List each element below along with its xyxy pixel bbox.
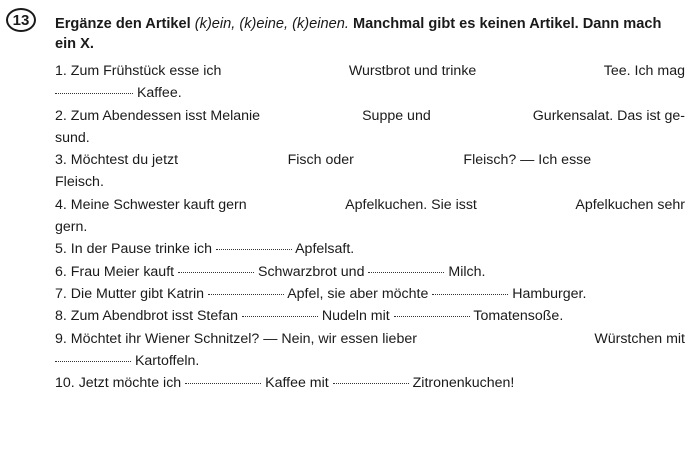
answer-blank[interactable] <box>368 270 444 273</box>
sentence-text: Tomatensoße. <box>473 308 564 325</box>
answer-blank[interactable] <box>208 292 284 295</box>
sentence-text: Kartoffeln. <box>134 352 200 369</box>
sentence-3-line-1 <box>55 149 685 171</box>
sentence-4-line-2 <box>55 216 685 238</box>
sentence-2-line-2 <box>55 127 685 149</box>
sentence-text: Suppe und <box>362 107 431 124</box>
sentence-10 <box>55 372 685 394</box>
sentence-text: Würstchen mit <box>594 330 685 347</box>
sentence-text: Wurstbrot und trinke <box>348 63 477 79</box>
sentence-text: 3. Möchtest du jetzt <box>55 152 179 169</box>
answer-blank[interactable] <box>55 359 131 362</box>
sentence-text: 10. Jetzt möchte ich <box>55 375 182 392</box>
sentence-text: 1. Zum Frühstück esse ich <box>55 63 222 79</box>
sentence-1-line-2 <box>55 82 685 104</box>
sentence-text: Zitronenkuchen! <box>412 375 515 392</box>
sentence-text: gern. <box>55 219 88 236</box>
sentence-4-line-1 <box>55 194 685 216</box>
sentence-text: Nudeln mit <box>321 308 390 325</box>
sentence-7 <box>55 283 685 305</box>
sentence-6 <box>55 261 685 283</box>
sentence-text: Hamburger. <box>512 285 587 302</box>
sentence-text: Apfel, sie aber möchte <box>287 285 429 302</box>
instruction-variants: (k)ein, (k)eine, (k)einen. <box>194 16 349 32</box>
sentence-text: 2. Zum Abendessen isst Melanie <box>55 107 261 124</box>
sentence-text: Milch. <box>448 263 486 280</box>
sentence-text: 5. In der Pause trinke ich <box>55 241 212 258</box>
sentence-text: Kaffee. <box>136 85 182 102</box>
sentence-text: 8. Zum Abendbrot isst Stefan <box>55 308 238 325</box>
sentence-5 <box>55 238 685 260</box>
sentence-text: Fisch oder <box>287 152 354 169</box>
sentence-text: Schwarzbrot und <box>258 263 365 280</box>
sentence-text: 4. Meine Schwester kauft gern <box>55 196 247 213</box>
answer-blank[interactable] <box>333 381 409 384</box>
sentence-text: Kaffee mit <box>265 375 329 392</box>
sentence-text: sund. <box>55 129 90 146</box>
answer-blank[interactable] <box>185 381 261 384</box>
sentence-2-line-1 <box>55 105 685 127</box>
sentence-text: 9. Möchtet ihr Wiener Schnitzel? — Nein, wir essen lieber <box>55 330 417 347</box>
sentence-text: Apfelkuchen sehr <box>575 196 685 213</box>
exercise-number-badge: 13 <box>6 8 36 32</box>
sentence-text: Fleisch? — Ich esse <box>463 152 592 169</box>
answer-blank[interactable] <box>178 270 254 273</box>
task-instruction <box>55 14 687 54</box>
answer-blank[interactable] <box>55 91 133 94</box>
sentence-8 <box>55 305 685 327</box>
sentence-text: 6. Frau Meier kauft <box>55 263 175 280</box>
sentence-9-line-1 <box>55 328 685 350</box>
answer-blank[interactable] <box>432 292 508 295</box>
sentence-3-line-2 <box>55 171 685 193</box>
sentence-9-line-2 <box>55 350 685 372</box>
answer-blank[interactable] <box>394 314 470 317</box>
sentence-text: 7. Die Mutter gibt Katrin <box>55 285 205 302</box>
sentence-text: Apfelsaft. <box>295 241 355 258</box>
answer-blank[interactable] <box>242 314 318 317</box>
instruction-rest: Manchmal gibt es keinen Artikel. Dann mach <box>352 16 662 32</box>
sentence-text: Apfelkuchen. Sie isst <box>345 196 477 213</box>
sentence-text: Tee. Ich mag <box>603 63 685 79</box>
instruction-verb: Ergänze den Artikel <box>55 16 191 32</box>
exercise-sentences <box>55 60 685 394</box>
sentence-text: Fleisch. <box>55 174 104 191</box>
sentence-1-line-1 <box>55 60 685 82</box>
instruction-line2: ein X. <box>55 36 94 52</box>
sentence-text: Gurkensalat. Das ist ge- <box>532 107 685 124</box>
answer-blank[interactable] <box>216 247 292 250</box>
